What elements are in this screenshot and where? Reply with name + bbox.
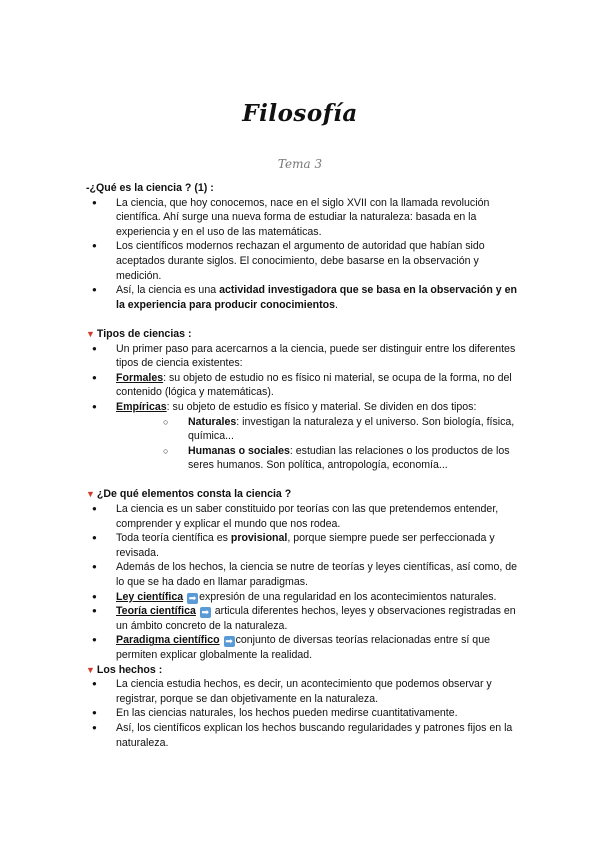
list-item: ● En las ciencias naturales, los hechos pueden medirse cuantitativamente. [86,706,526,721]
section-heading: ▼ ¿De qué elementos consta la ciencia ? [86,488,292,501]
sub-list-item: ○ Naturales: investigan la naturaleza y el universo. Son biología, física, química... [116,415,526,444]
bullet-list [86,677,526,750]
triangle-down-icon: ▼ [86,489,95,500]
section-heading: -¿Qué es la ciencia ? (1) : [86,182,214,194]
list-item: ● La ciencia, que hoy conocemos, nace en el siglo XVII con la llamada revolución científica. Ahí surge una nueva forma de estudiar la naturaleza: basada en la experiencia y en el uso de las matemáticas. [86,196,526,240]
sub-list-item: ○ Humanas o sociales: estudian las relaciones o los productos de los seres humanos. Son política, antropología, economía... [116,444,526,473]
arrow-right-icon: ➡ [188,592,197,603]
sub-bullet-list [116,415,526,473]
section-heading: ▼ Los hechos : [86,663,163,676]
document-title: Filosofía [242,100,358,127]
document-subtitle: Tema 3 [277,157,323,171]
list-item: ● Empíricas: su objeto de estudio es físico y material. Se dividen en dos tipos: ○ Naturales: investigan la naturaleza y el universo. Son biología, física, química... ○ Humanas o sociales: estudian las relaciones o los productos de los seres humanos. Son política, antropología, economía... [86,400,526,473]
list-item: ● Además de los hechos, la ciencia se nutre de teorías y leyes científicas, así como, de lo que se ha dado en llamar paradigmas. [86,560,526,589]
section-heading: ▼ Tipos de ciencias : [86,327,192,340]
list-item: ● Ley científica ➡ expresión de una regularidad en los acontecimientos naturales. [86,590,526,605]
arrow-right-icon: ➡ [225,636,233,647]
arrow-right-icon: ➡ [201,607,210,618]
list-item: ● La ciencia es un saber constituido por teorías con las que pretendemos entender, comprender y explicar el mundo que nos rodea. [86,502,526,531]
list-item: ● Formales: su objeto de estudio no es físico ni material, se ocupa de la forma, no del contenido (lógica y matemáticas). [86,371,526,400]
bullet-list [86,342,526,473]
triangle-down-icon: ▼ [86,328,95,339]
bullet-list [86,196,526,313]
triangle-down-icon: ▼ [86,664,95,675]
list-item: ● Toda teoría científica es provisional, porque siempre puede ser perfeccionada y revisada. [86,531,526,560]
list-item: ● Los científicos modernos rechazan el argumento de autoridad que habían sido aceptados durante siglos. El conocimiento, debe basarse en la observación y medición. [86,239,526,283]
list-item: ● Paradigma científico ➡ conjunto de diversas teorías relacionadas entre sí que permiten explicar globalmente la realidad. [86,633,526,662]
list-item: ● Teoría científica ➡ articula diferentes hechos, leyes y observaciones registradas en un ámbito concreto de la naturaleza. [86,604,526,633]
list-item: ● Así, la ciencia es una actividad investigadora que se basa en la observación y en la experiencia para producir conocimientos. [86,283,526,312]
list-item: ● Así, los científicos explican los hechos buscando regularidades y patrones fijos en la naturaleza. [86,721,526,750]
list-item: ● Un primer paso para acercarnos a la ciencia, puede ser distinguir entre los diferentes tipos de ciencia existentes: [86,342,526,371]
document-body [86,181,526,750]
bullet-list [86,502,526,663]
list-item: ● La ciencia estudia hechos, es decir, un acontecimiento que podemos observar y registrar, porque se dan objetivamente en la naturaleza. [86,677,526,706]
